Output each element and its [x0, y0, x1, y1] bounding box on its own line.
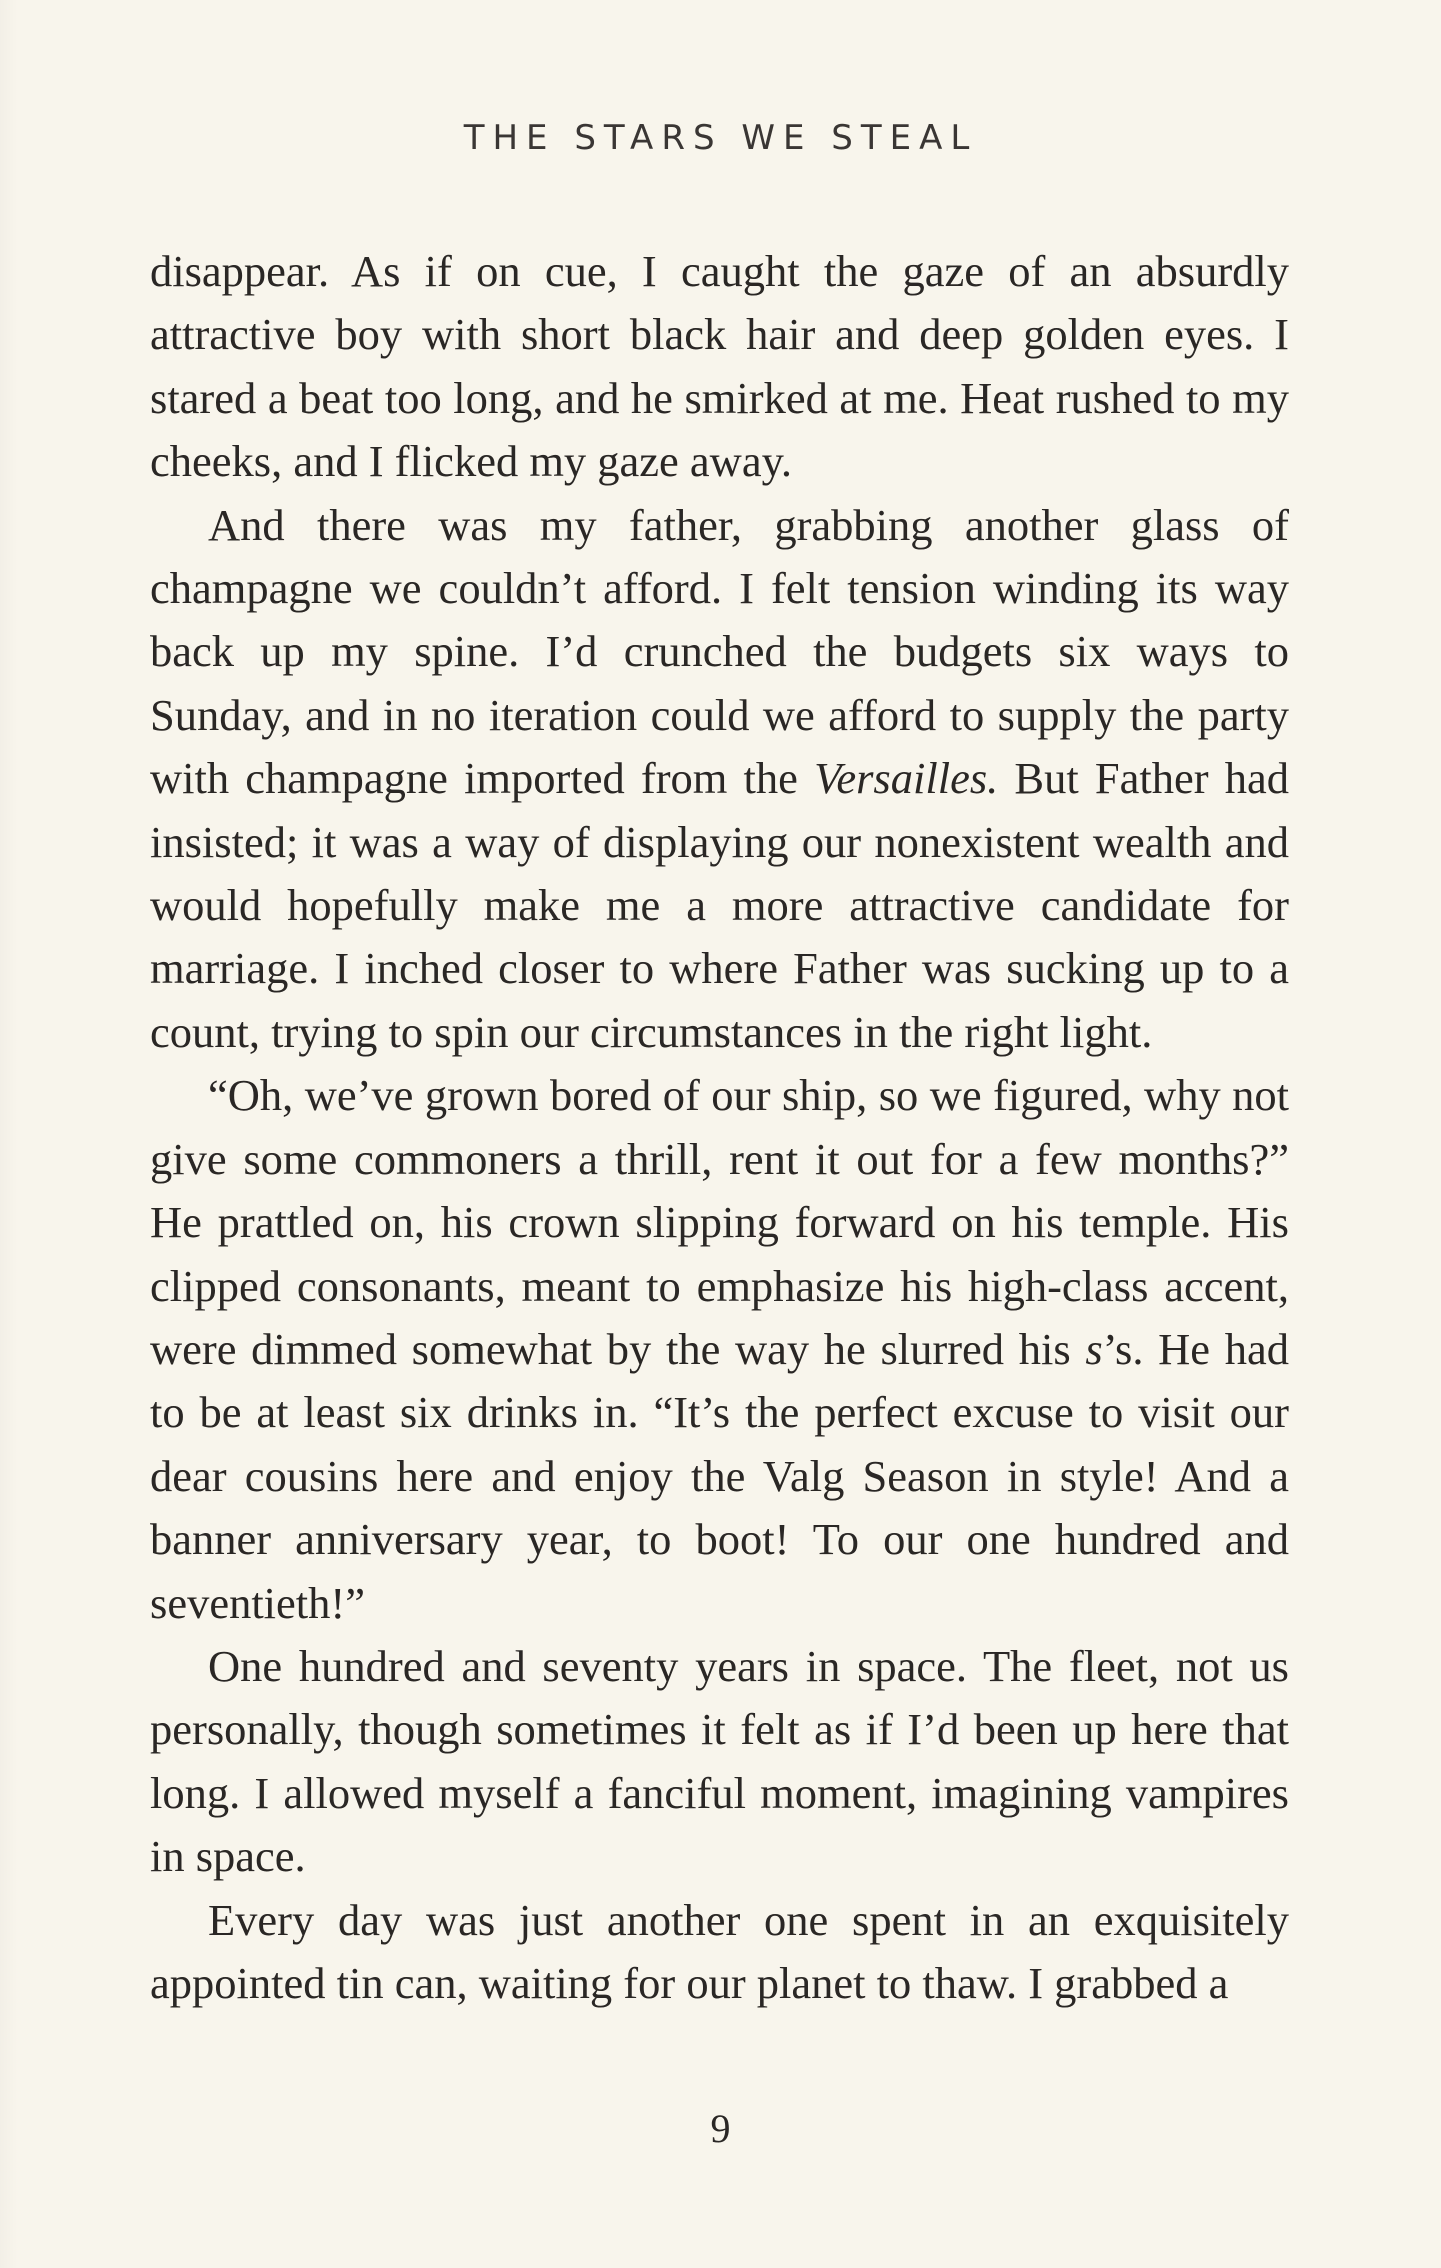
paragraph-5: [150, 1889, 1289, 2016]
paragraph-2: [150, 494, 1289, 1065]
paragraph-3: [150, 1064, 1289, 1635]
paragraph-1-text: disappear. As if on cue, I caught the gaze of an absurdly attractive boy with short black hair and deep golden eyes. I stared a beat too long, and he smirked at me. Heat rushed to my cheeks, and I flicked my gaze away.: [150, 246, 1289, 487]
page-number: 9: [710, 2106, 731, 2151]
paragraph-2-text-a: And there was my father, grabbing another glass of champagne we couldn’t afford. I felt tension winding its way back up my spine. I’d crunched the budgets six ways to Sunday, and in no iteration could we afford to supply the party with champagne imported from the: [150, 499, 1289, 804]
ship-name-italic: Versailles.: [814, 753, 999, 804]
paragraph-2-text-b: But Father had insisted; it was a way of displaying our nonexistent wealth and would hopefully make me a more attractive candidate for marriage. I inched closer to where Father was sucking up to a count, trying to spin our circumstances in the right light.: [150, 753, 1289, 1057]
letter-s-italic: s: [1085, 1323, 1103, 1374]
body-text: [150, 240, 1289, 2015]
paragraph-3-text-a: “Oh, we’ve grown bored of our ship, so we figured, why not give some commoners a thrill, rent it out for a few months?” He prattled on, his crown slipping forward on his temple. His clipped consonants, meant to emphasize his high-class accent, were dimmed somewhat by the way he slurred his: [150, 1070, 1289, 1374]
paragraph-4: [150, 1635, 1289, 1889]
paragraph-5-text: Every day was just another one spent in an exquisitely appointed tin can, waiting for our planet to thaw. I grabbed a: [150, 1894, 1289, 2008]
paragraph-4-text: One hundred and seventy years in space. The fleet, not us personally, though sometimes it felt as if I’d been up here that long. I allowed myself a fanciful moment, imagining vampires in space.: [150, 1640, 1289, 1882]
running-head: THE STARS WE STEAL: [463, 118, 978, 158]
paragraph-1: [150, 240, 1289, 494]
paragraph-3-text-b: ’s. He had to be at least six drinks in. “It’s the perfect excuse to visit our dear cousins here and enjoy the Valg Season in style! And a banner anniversary year, to boot! To our one hundred and seventieth!”: [150, 1323, 1289, 1628]
